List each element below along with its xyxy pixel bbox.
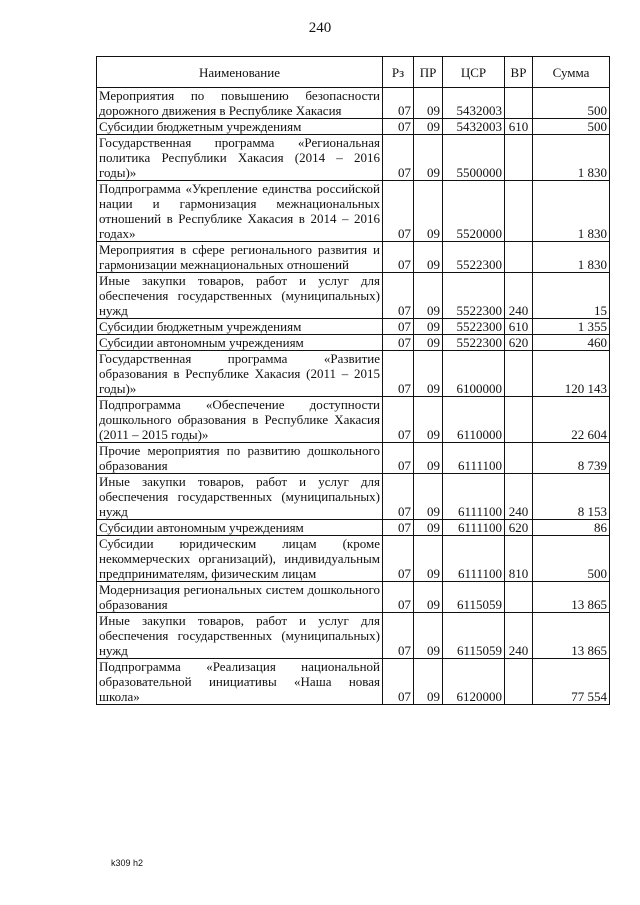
row-name: Субсидии юридическим лицам (кроме некоммерческих организаций), индивидуальным предпринимателям, физическим лицам [97, 536, 383, 582]
row-sum: 500 [533, 536, 610, 582]
row-vr [505, 135, 533, 181]
row-sum: 1 830 [533, 242, 610, 273]
row-vr [505, 443, 533, 474]
row-name: Государственная программа «Региональная политика Республики Хакасия (2014 – 2016 годы)» [97, 135, 383, 181]
header-name: Наименование [97, 57, 383, 88]
row-name: Субсидии бюджетным учреждениям [97, 319, 383, 335]
row-vr [505, 397, 533, 443]
row-sum: 77 554 [533, 659, 610, 705]
row-name: Субсидии автономным учреждениям [97, 335, 383, 351]
row-csr: 5500000 [443, 135, 505, 181]
table-row [97, 242, 610, 273]
row-rz: 07 [383, 536, 414, 582]
row-sum: 1 830 [533, 181, 610, 242]
table-row [97, 119, 610, 135]
row-csr: 6110000 [443, 397, 505, 443]
row-sum: 1 355 [533, 319, 610, 335]
row-pr: 09 [414, 474, 443, 520]
row-rz: 07 [383, 135, 414, 181]
table-row [97, 443, 610, 474]
row-name: Подпрограмма «Реализация национальной образовательной инициативы «Наша новая школа» [97, 659, 383, 705]
row-csr: 5432003 [443, 119, 505, 135]
row-csr: 6111100 [443, 443, 505, 474]
footer-code: k309 h2 [111, 858, 144, 868]
row-sum: 500 [533, 119, 610, 135]
row-sum: 86 [533, 520, 610, 536]
row-pr: 09 [414, 520, 443, 536]
row-pr: 09 [414, 397, 443, 443]
row-pr: 09 [414, 319, 443, 335]
row-vr [505, 659, 533, 705]
table-row [97, 319, 610, 335]
row-csr: 6111100 [443, 536, 505, 582]
row-vr [505, 88, 533, 119]
row-csr: 5432003 [443, 88, 505, 119]
table-row [97, 474, 610, 520]
row-csr: 5520000 [443, 181, 505, 242]
row-pr: 09 [414, 443, 443, 474]
row-csr: 6111100 [443, 520, 505, 536]
table-row [97, 181, 610, 242]
header-vr: ВР [505, 57, 533, 88]
row-pr: 09 [414, 582, 443, 613]
row-name: Иные закупки товаров, работ и услуг для обеспечения государственных (муниципальных) нужд [97, 474, 383, 520]
row-name: Государственная программа «Развитие образования в Республике Хакасия (2011 – 2015 годы)» [97, 351, 383, 397]
row-pr: 09 [414, 536, 443, 582]
row-rz: 07 [383, 273, 414, 319]
table-row [97, 520, 610, 536]
row-vr: 810 [505, 536, 533, 582]
table-header-row [97, 57, 610, 88]
row-sum: 15 [533, 273, 610, 319]
table-row [97, 613, 610, 659]
row-vr: 620 [505, 520, 533, 536]
table-row [97, 135, 610, 181]
row-rz: 07 [383, 319, 414, 335]
row-vr: 610 [505, 319, 533, 335]
row-sum: 1 830 [533, 135, 610, 181]
header-pr: ПР [414, 57, 443, 88]
row-name: Субсидии автономным учреждениям [97, 520, 383, 536]
header-rz: Рз [383, 57, 414, 88]
row-csr: 6100000 [443, 351, 505, 397]
row-sum: 13 865 [533, 582, 610, 613]
table-row [97, 536, 610, 582]
row-rz: 07 [383, 443, 414, 474]
row-vr: 620 [505, 335, 533, 351]
row-vr: 240 [505, 273, 533, 319]
row-csr: 5522300 [443, 242, 505, 273]
row-pr: 09 [414, 613, 443, 659]
row-name: Иные закупки товаров, работ и услуг для обеспечения государственных (муниципальных) нужд [97, 613, 383, 659]
row-csr: 6111100 [443, 474, 505, 520]
row-pr: 09 [414, 135, 443, 181]
row-vr [505, 582, 533, 613]
header-sum: Сумма [533, 57, 610, 88]
row-pr: 09 [414, 119, 443, 135]
row-name: Мероприятия в сфере регионального развития и гармонизации межнациональных отношений [97, 242, 383, 273]
row-vr [505, 181, 533, 242]
row-rz: 07 [383, 242, 414, 273]
row-csr: 5522300 [443, 273, 505, 319]
row-csr: 5522300 [443, 335, 505, 351]
row-name: Прочие мероприятия по развитию дошкольного образования [97, 443, 383, 474]
row-sum: 120 143 [533, 351, 610, 397]
row-csr: 6120000 [443, 659, 505, 705]
table-row [97, 273, 610, 319]
row-rz: 07 [383, 119, 414, 135]
row-rz: 07 [383, 181, 414, 242]
row-vr [505, 242, 533, 273]
row-csr: 6115059 [443, 582, 505, 613]
row-csr: 6115059 [443, 613, 505, 659]
row-rz: 07 [383, 88, 414, 119]
row-pr: 09 [414, 335, 443, 351]
table-row [97, 397, 610, 443]
row-vr [505, 351, 533, 397]
row-pr: 09 [414, 659, 443, 705]
row-rz: 07 [383, 659, 414, 705]
table-row [97, 659, 610, 705]
row-pr: 09 [414, 181, 443, 242]
row-vr: 240 [505, 474, 533, 520]
row-rz: 07 [383, 351, 414, 397]
row-sum: 22 604 [533, 397, 610, 443]
row-sum: 8 153 [533, 474, 610, 520]
row-name: Субсидии бюджетным учреждениям [97, 119, 383, 135]
row-rz: 07 [383, 397, 414, 443]
budget-table [96, 56, 610, 705]
table-row [97, 88, 610, 119]
row-name: Подпрограмма «Обеспечение доступности дошкольного образования в Республике Хакасия (2011 – 2015 годы)» [97, 397, 383, 443]
row-rz: 07 [383, 335, 414, 351]
table-row [97, 335, 610, 351]
row-vr: 240 [505, 613, 533, 659]
row-name: Подпрограмма «Укрепление единства российской нации и гармонизация межнациональных отношений в Республике Хакасия в 2014 – 2016 годах» [97, 181, 383, 242]
row-sum: 500 [533, 88, 610, 119]
row-sum: 13 865 [533, 613, 610, 659]
row-rz: 07 [383, 474, 414, 520]
row-name: Иные закупки товаров, работ и услуг для обеспечения государственных (муниципальных) нужд [97, 273, 383, 319]
row-rz: 07 [383, 613, 414, 659]
table-row [97, 582, 610, 613]
row-sum: 8 739 [533, 443, 610, 474]
table-row [97, 351, 610, 397]
row-pr: 09 [414, 273, 443, 319]
row-pr: 09 [414, 88, 443, 119]
row-pr: 09 [414, 242, 443, 273]
row-csr: 5522300 [443, 319, 505, 335]
row-vr: 610 [505, 119, 533, 135]
page-number: 240 [308, 20, 332, 36]
row-name: Модернизация региональных систем дошкольного образования [97, 582, 383, 613]
row-sum: 460 [533, 335, 610, 351]
row-rz: 07 [383, 582, 414, 613]
row-name: Мероприятия по повышению безопасности дорожного движения в Республике Хакасия [97, 88, 383, 119]
row-pr: 09 [414, 351, 443, 397]
row-rz: 07 [383, 520, 414, 536]
header-csr: ЦСР [443, 57, 505, 88]
